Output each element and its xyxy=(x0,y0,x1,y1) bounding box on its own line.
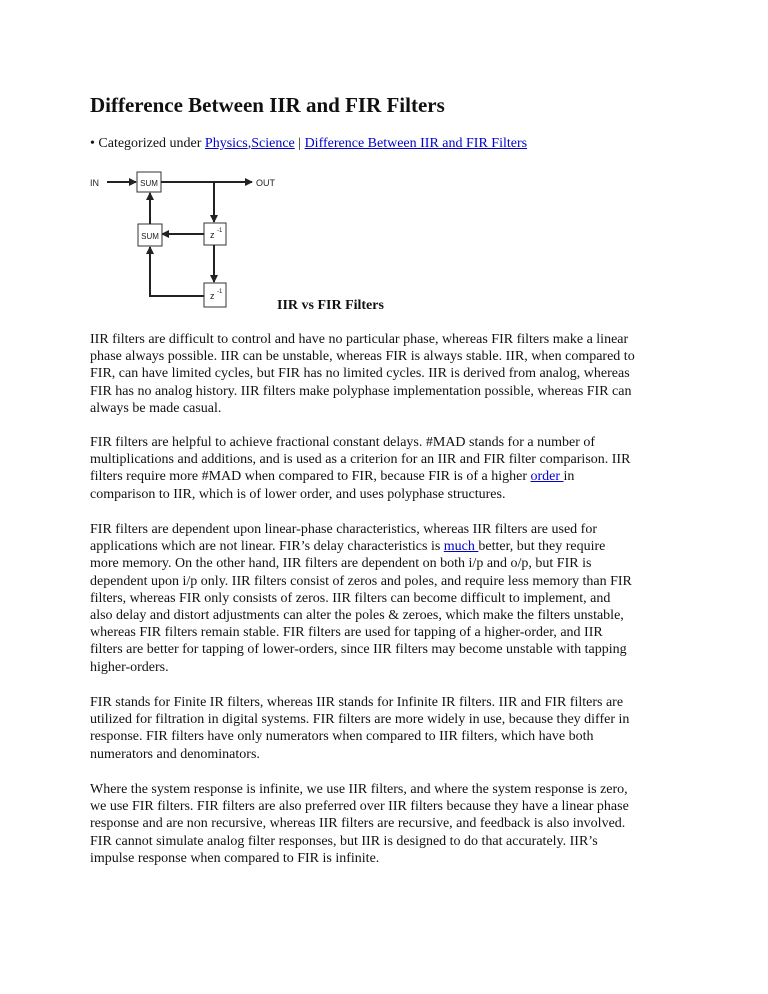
order-link[interactable]: order xyxy=(530,469,564,485)
paragraph-line: Where the system response is infinite, we use IIR filters, and where the system response is zero, xyxy=(90,782,628,797)
delay-block-1 xyxy=(204,223,226,245)
category-link-physics[interactable]: Physics xyxy=(204,136,248,151)
category-link-science[interactable]: Science xyxy=(251,136,295,151)
paragraph-line: phase always possible. IIR can be unstable, whereas FIR is always stable. IIR, when compared to xyxy=(90,349,635,365)
paragraph-line: FIR filters are dependent upon linear-phase characteristics, whereas IIR filters are used for xyxy=(90,522,598,537)
text-run: applications which are not linear. FIR’s delay characteristics is xyxy=(90,539,444,555)
paragraph-line: more memory. On the other hand, IIR filters are dependent on both i/p and o/p, but FIR is xyxy=(90,556,592,572)
paragraph-line: comparison to IIR, which is of lower order, and uses polyphase structures. xyxy=(90,486,506,502)
paragraph-line: response and are non recursive, whereas IIR filters are recursive, and feedback is also involved. xyxy=(90,816,626,832)
text-run: better, but they require xyxy=(478,539,606,555)
paragraph-line: FIR has no analog history. IIR filters make polyphase implementation possible, whereas FIR can xyxy=(90,383,632,399)
paragraph-line: numerators and denominators. xyxy=(90,746,260,762)
text-run: filters require more #MAD when compared to FIR, because FIR is of a higher xyxy=(90,469,531,485)
delay-1-label: z xyxy=(210,230,215,240)
paragraph-line: FIR cannot simulate analog filter responses, but IIR is designed to do that accurately. IIR’s xyxy=(90,833,598,849)
iir-block-diagram xyxy=(90,165,290,310)
category-pipe: | xyxy=(294,136,305,151)
page-title: Difference Between IIR and FIR Filters xyxy=(90,93,445,117)
delay-2-exponent: -1 xyxy=(217,289,223,295)
paragraph-line: multiplications and additions, and is used as a criterion for an IIR and FIR filter comparison. IIR xyxy=(90,452,631,468)
article-link[interactable]: Difference Between IIR and FIR Filters xyxy=(304,136,528,151)
paragraph-3 xyxy=(90,521,680,676)
paragraph-line: we use FIR filters. FIR filters are also preferred over IIR filters because they have a linear phase xyxy=(90,799,629,815)
paragraph-line: impulse response when compared to FIR is infinite. xyxy=(90,850,380,866)
paragraph-line: filters, whereas FIR only consists of zeros. IIR filters can become difficult to implement, and xyxy=(90,590,611,606)
paragraph-4 xyxy=(90,694,680,763)
figure-caption: IIR vs FIR Filters xyxy=(277,298,384,313)
category-line xyxy=(90,135,527,152)
sum-bottom-label: SUM xyxy=(141,232,159,241)
much-link[interactable]: much xyxy=(443,539,479,555)
paragraph-line: FIR stands for Finite IR filters, whereas IIR stands for Infinite IR filters. IIR and FIR filters are xyxy=(90,695,624,710)
paragraph-line: FIR, can have limited cycles, but FIR has no limited cycles. IIR is derived from analog, whereas xyxy=(90,366,630,382)
paragraph-2 xyxy=(90,434,680,503)
category-separator[interactable]: , xyxy=(247,136,252,151)
paragraph-line xyxy=(90,538,680,555)
paragraph-line: also delay and distort adjustments can alter the poles & zeroes, which make the filters unstable, xyxy=(90,608,624,624)
delay-1-exponent: -1 xyxy=(217,228,223,234)
paragraph-line: IIR filters are difficult to control and have no particular phase, whereas FIR filters make a linear xyxy=(90,332,629,347)
paragraph-1 xyxy=(90,331,680,417)
category-prefix: • Categorized under xyxy=(90,136,205,151)
paragraph-line: FIR filters are helpful to achieve fractional constant delays. #MAD stands for a number of xyxy=(90,435,596,450)
paragraph-line xyxy=(90,468,680,485)
feedback-loop-arrow xyxy=(150,247,204,296)
diagram-in-label: IN xyxy=(90,178,99,188)
paragraph-line: higher-orders. xyxy=(90,659,169,675)
paragraph-line: utilized for filtration in digital systems. FIR filters are more widely in use, because they differ in xyxy=(90,712,630,728)
paragraph-line: always be made casual. xyxy=(90,400,222,416)
paragraph-line: response. FIR filters have only numerators when compared to IIR filters, which have both xyxy=(90,729,594,745)
paragraph-line: dependent upon i/p only. IIR filters consist of zeros and poles, and require less memory than FIR xyxy=(90,573,632,589)
delay-block-2 xyxy=(204,283,226,307)
sum-top-label: SUM xyxy=(140,179,158,188)
paragraph-5 xyxy=(90,781,680,867)
paragraph-line: filters are better for tapping of lower-orders, since IIR filters may become unstable with tapping xyxy=(90,642,627,658)
delay-2-label: z xyxy=(210,291,215,301)
diagram-out-label: OUT xyxy=(256,178,275,188)
paragraph-line: whereas FIR filters remain stable. FIR filters are used for tapping of a higher-order, and IIR xyxy=(90,625,603,641)
text-run: in xyxy=(563,469,575,485)
